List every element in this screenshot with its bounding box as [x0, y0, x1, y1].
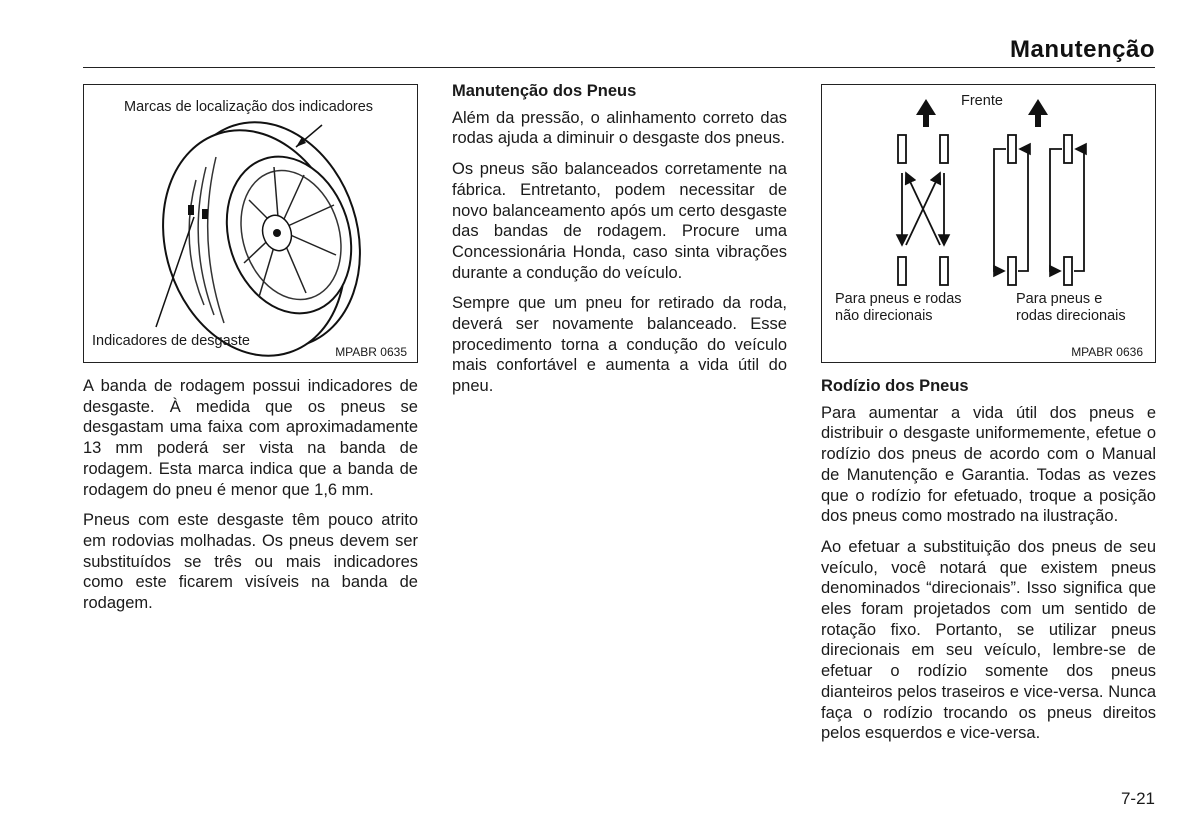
section-title: Manutenção — [1009, 36, 1155, 63]
page-number: 7-21 — [1120, 789, 1155, 808]
directional-label — [1016, 291, 1126, 325]
paragraph: Sempre que um pneu for retirado da roda, deverá ser novamente balanceado. Esse procedimento torna a condução do veículo mais confortável e aumenta a vida útil do pneu. — [452, 294, 787, 396]
header-rule — [83, 67, 1155, 68]
paragraph: Ao efetuar a substituição dos pneus de seu veículo, você notará que existem pneus denominados “direcionais”. Isso significa que eles foram projetados com um sentido de rotação fixo. Portanto, se utilizar pneus direcionais em seu veículo, lembre-se de efetuar o rodízio somente dos pneus dianteiros pelos traseiros e vice-versa. Nunca faça o rodízio trocando os pneus direitos pelos esquerdos e vice-versa. — [821, 537, 1156, 743]
figure-code: MPABR 0636 — [1071, 345, 1143, 359]
paragraph: Além da pressão, o alinhamento correto das rodas ajuda a diminuir o desgaste dos pneus. — [452, 108, 787, 148]
tire-rotation-figure — [821, 84, 1156, 363]
figure-code: MPABR 0635 — [335, 345, 407, 359]
front-label: Frente — [961, 93, 1003, 109]
tire-illustration — [84, 85, 419, 364]
left-column — [83, 376, 418, 624]
paragraph: Para aumentar a vida útil dos pneus e distribuir o desgaste uniformemente, efetue o rodízio dos pneus de acordo com o Manual de Manutenção e Garantia. Todas as vezes que o rodízio for efetuado, troque a posição dos pneus como mostrado na ilustração. — [821, 403, 1156, 526]
tire-wear-figure — [83, 84, 418, 363]
middle-column — [452, 81, 787, 407]
paragraph: A banda de rodagem possui indicadores de desgaste. À medida que os pneus se desgastam uma faixa com aproximadamente 13 mm poderá ser vista na banda de rodagem. Esta marca indica que a banda de rodagem do pneu é menor que 1,6 mm. — [83, 377, 418, 499]
section-heading: Rodízio dos Pneus — [821, 377, 969, 395]
label-line: Para pneus e — [1016, 291, 1103, 307]
paragraph: Os pneus são balanceados corretamente na fábrica. Entretanto, podem necessitar de novo balanceamento após um certo desgaste das bandas de rodagem. Procure uma Concessionária Honda, caso sinta vibrações durante a condução do veículo. — [452, 160, 787, 282]
wear-indicators-label: Indicadores de desgaste — [92, 333, 250, 349]
right-column — [821, 376, 1156, 754]
label-line: Para pneus e rodas — [835, 291, 962, 307]
non-directional-label — [835, 291, 962, 325]
indicator-marks-label: Marcas de localização dos indicadores — [124, 99, 374, 115]
label-line: não direcionais — [835, 308, 933, 324]
label-line: rodas direcionais — [1016, 308, 1126, 324]
paragraph: Pneus com este desgaste têm pouco atrito em rodovias molhadas. Os pneus devem ser substituídos se três ou mais indicadores como este ficarem visíveis na banda de rodagem. — [83, 511, 418, 613]
section-heading: Manutenção dos Pneus — [452, 82, 637, 100]
